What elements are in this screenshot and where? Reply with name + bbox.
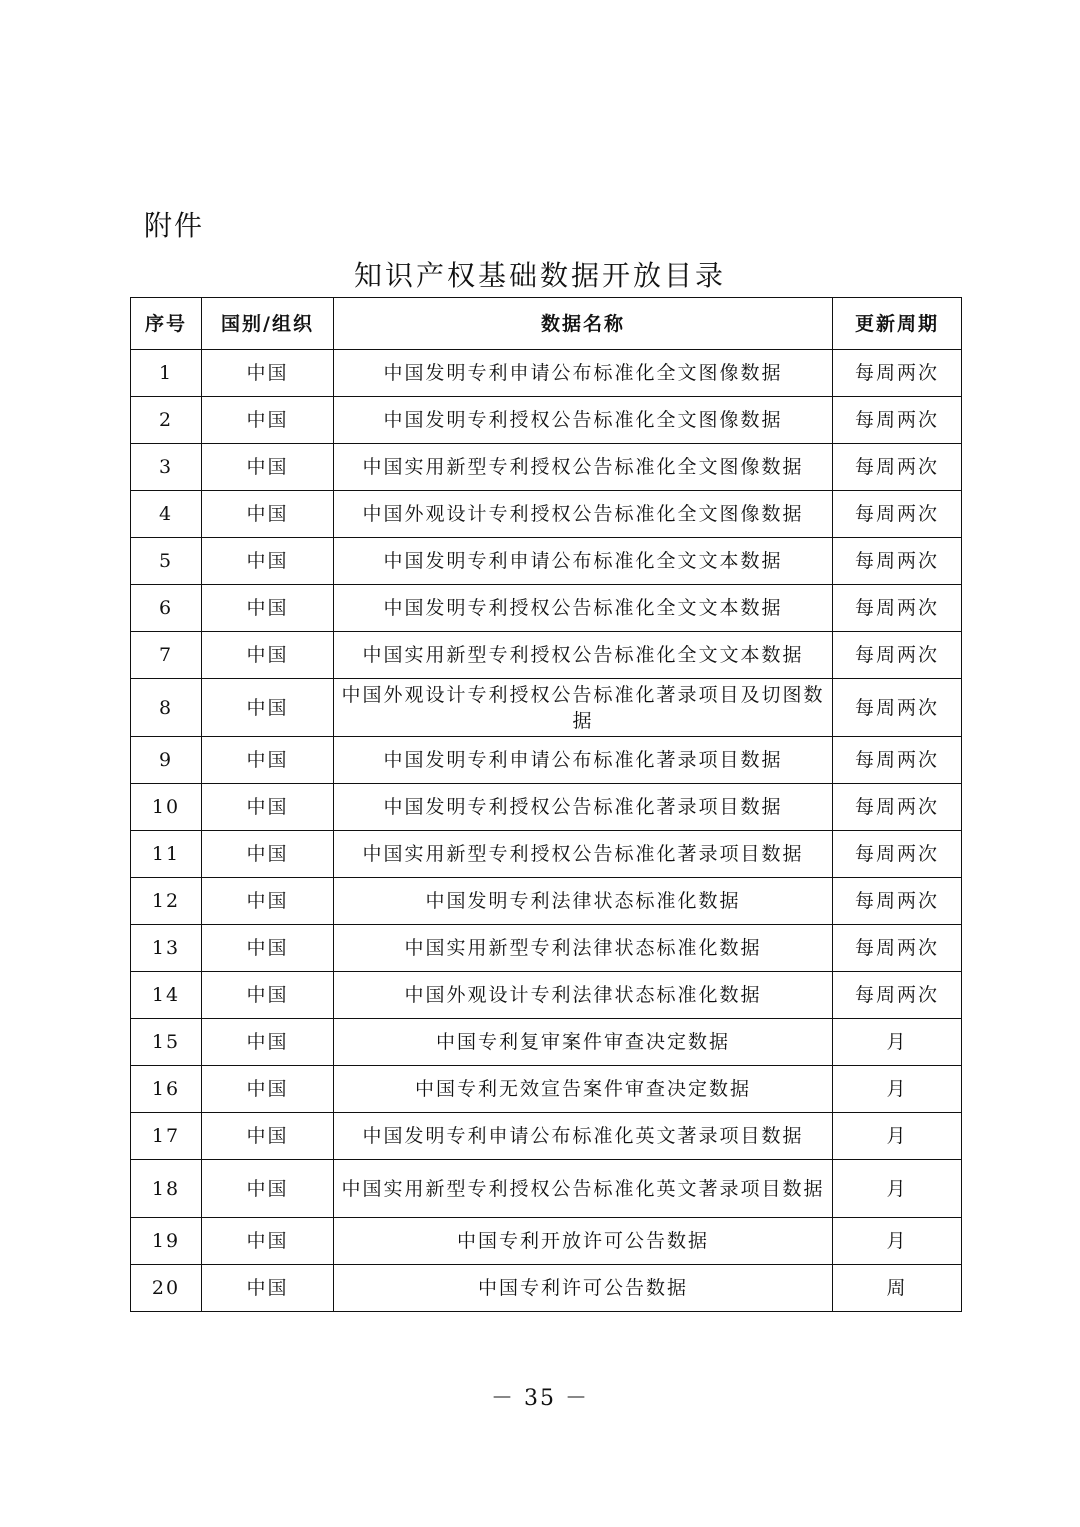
page-number: － 35 － — [491, 1386, 589, 1411]
table-row — [131, 491, 962, 538]
cell-serial-number: 16 — [131, 1066, 202, 1113]
cell-serial-number: 1 — [131, 350, 202, 397]
cell-update-cycle: 周 — [833, 1265, 962, 1312]
cell-update-cycle: 每周两次 — [833, 972, 962, 1019]
cell-data-name: 中国外观设计专利授权公告标准化著录项目及切图数据 — [334, 679, 833, 737]
table-row — [131, 538, 962, 585]
cell-update-cycle: 每周两次 — [833, 878, 962, 925]
cell-data-name: 中国实用新型专利授权公告标准化著录项目数据 — [334, 831, 833, 878]
cell-data-name: 中国专利许可公告数据 — [334, 1265, 833, 1312]
cell-country: 中国 — [202, 925, 334, 972]
table-row — [131, 831, 962, 878]
cell-update-cycle: 每周两次 — [833, 632, 962, 679]
cell-data-name: 中国专利复审案件审查决定数据 — [334, 1019, 833, 1066]
table-row — [131, 632, 962, 679]
cell-update-cycle: 月 — [833, 1113, 962, 1160]
cell-country: 中国 — [202, 831, 334, 878]
cell-country: 中国 — [202, 1019, 334, 1066]
table-row — [131, 972, 962, 1019]
cell-serial-number: 17 — [131, 1113, 202, 1160]
cell-country: 中国 — [202, 538, 334, 585]
cell-country: 中国 — [202, 679, 334, 737]
table-row — [131, 1160, 962, 1218]
cell-update-cycle: 月 — [833, 1066, 962, 1113]
cell-update-cycle: 每周两次 — [833, 397, 962, 444]
cell-serial-number: 12 — [131, 878, 202, 925]
cell-update-cycle: 每周两次 — [833, 538, 962, 585]
cell-data-name: 中国发明专利申请公布标准化著录项目数据 — [334, 737, 833, 784]
cell-data-name: 中国发明专利授权公告标准化著录项目数据 — [334, 784, 833, 831]
cell-data-name: 中国发明专利授权公告标准化全文文本数据 — [334, 585, 833, 632]
cell-update-cycle: 每周两次 — [833, 491, 962, 538]
cell-data-name: 中国外观设计专利法律状态标准化数据 — [334, 972, 833, 1019]
cell-country: 中国 — [202, 585, 334, 632]
table-row — [131, 397, 962, 444]
cell-data-name: 中国发明专利申请公布标准化英文著录项目数据 — [334, 1113, 833, 1160]
cell-country: 中国 — [202, 878, 334, 925]
table-row — [131, 1265, 962, 1312]
cell-data-name: 中国实用新型专利授权公告标准化全文文本数据 — [334, 632, 833, 679]
table-row — [131, 585, 962, 632]
cell-update-cycle: 每周两次 — [833, 444, 962, 491]
table-row — [131, 784, 962, 831]
cell-update-cycle: 月 — [833, 1218, 962, 1265]
cell-country: 中国 — [202, 397, 334, 444]
cell-data-name: 中国实用新型专利法律状态标准化数据 — [334, 925, 833, 972]
cell-update-cycle: 每周两次 — [833, 831, 962, 878]
cell-serial-number: 11 — [131, 831, 202, 878]
cell-serial-number: 9 — [131, 737, 202, 784]
cell-country: 中国 — [202, 737, 334, 784]
cell-serial-number: 4 — [131, 491, 202, 538]
cell-country: 中国 — [202, 491, 334, 538]
table-row — [131, 737, 962, 784]
cell-data-name: 中国发明专利申请公布标准化全文文本数据 — [334, 538, 833, 585]
cell-serial-number: 18 — [131, 1160, 202, 1218]
cell-country: 中国 — [202, 1113, 334, 1160]
cell-update-cycle: 每周两次 — [833, 925, 962, 972]
cell-data-name: 中国专利无效宣告案件审查决定数据 — [334, 1066, 833, 1113]
cell-serial-number: 14 — [131, 972, 202, 1019]
header-serial-number: 序号 — [131, 298, 202, 350]
header-data-name: 数据名称 — [334, 298, 833, 350]
cell-country: 中国 — [202, 972, 334, 1019]
table-row — [131, 925, 962, 972]
table-row — [131, 1218, 962, 1265]
cell-serial-number: 2 — [131, 397, 202, 444]
cell-update-cycle: 每周两次 — [833, 737, 962, 784]
cell-update-cycle: 每周两次 — [833, 679, 962, 737]
cell-serial-number: 10 — [131, 784, 202, 831]
cell-country: 中国 — [202, 1218, 334, 1265]
cell-data-name: 中国专利开放许可公告数据 — [334, 1218, 833, 1265]
cell-data-name: 中国实用新型专利授权公告标准化全文图像数据 — [334, 444, 833, 491]
cell-country: 中国 — [202, 1160, 334, 1218]
cell-country: 中国 — [202, 444, 334, 491]
table-row — [131, 350, 962, 397]
document-title: 知识产权基础数据开放目录 — [353, 259, 726, 292]
cell-serial-number: 20 — [131, 1265, 202, 1312]
data-catalog-table — [130, 297, 962, 1312]
cell-serial-number: 19 — [131, 1218, 202, 1265]
table-row — [131, 1019, 962, 1066]
cell-data-name: 中国发明专利法律状态标准化数据 — [334, 878, 833, 925]
cell-country: 中国 — [202, 350, 334, 397]
cell-serial-number: 3 — [131, 444, 202, 491]
cell-data-name: 中国外观设计专利授权公告标准化全文图像数据 — [334, 491, 833, 538]
header-update-cycle: 更新周期 — [833, 298, 962, 350]
cell-update-cycle: 月 — [833, 1019, 962, 1066]
cell-serial-number: 13 — [131, 925, 202, 972]
cell-country: 中国 — [202, 1265, 334, 1312]
cell-country: 中国 — [202, 784, 334, 831]
cell-serial-number: 6 — [131, 585, 202, 632]
cell-update-cycle: 每周两次 — [833, 585, 962, 632]
annex-label: 附件 — [144, 209, 205, 242]
cell-country: 中国 — [202, 632, 334, 679]
cell-data-name: 中国发明专利申请公布标准化全文图像数据 — [334, 350, 833, 397]
table-row — [131, 878, 962, 925]
cell-update-cycle: 每周两次 — [833, 350, 962, 397]
table-row — [131, 1113, 962, 1160]
header-country-organization: 国别/组织 — [202, 298, 334, 350]
cell-update-cycle: 每周两次 — [833, 784, 962, 831]
cell-serial-number: 15 — [131, 1019, 202, 1066]
table-row — [131, 679, 962, 737]
cell-data-name: 中国实用新型专利授权公告标准化英文著录项目数据 — [334, 1160, 833, 1218]
cell-serial-number: 7 — [131, 632, 202, 679]
table-row — [131, 444, 962, 491]
cell-serial-number: 8 — [131, 679, 202, 737]
table-body — [131, 350, 962, 1312]
table-header-row — [131, 298, 962, 350]
cell-country: 中国 — [202, 1066, 334, 1113]
cell-update-cycle: 月 — [833, 1160, 962, 1218]
cell-serial-number: 5 — [131, 538, 202, 585]
table-row — [131, 1066, 962, 1113]
cell-data-name: 中国发明专利授权公告标准化全文图像数据 — [334, 397, 833, 444]
